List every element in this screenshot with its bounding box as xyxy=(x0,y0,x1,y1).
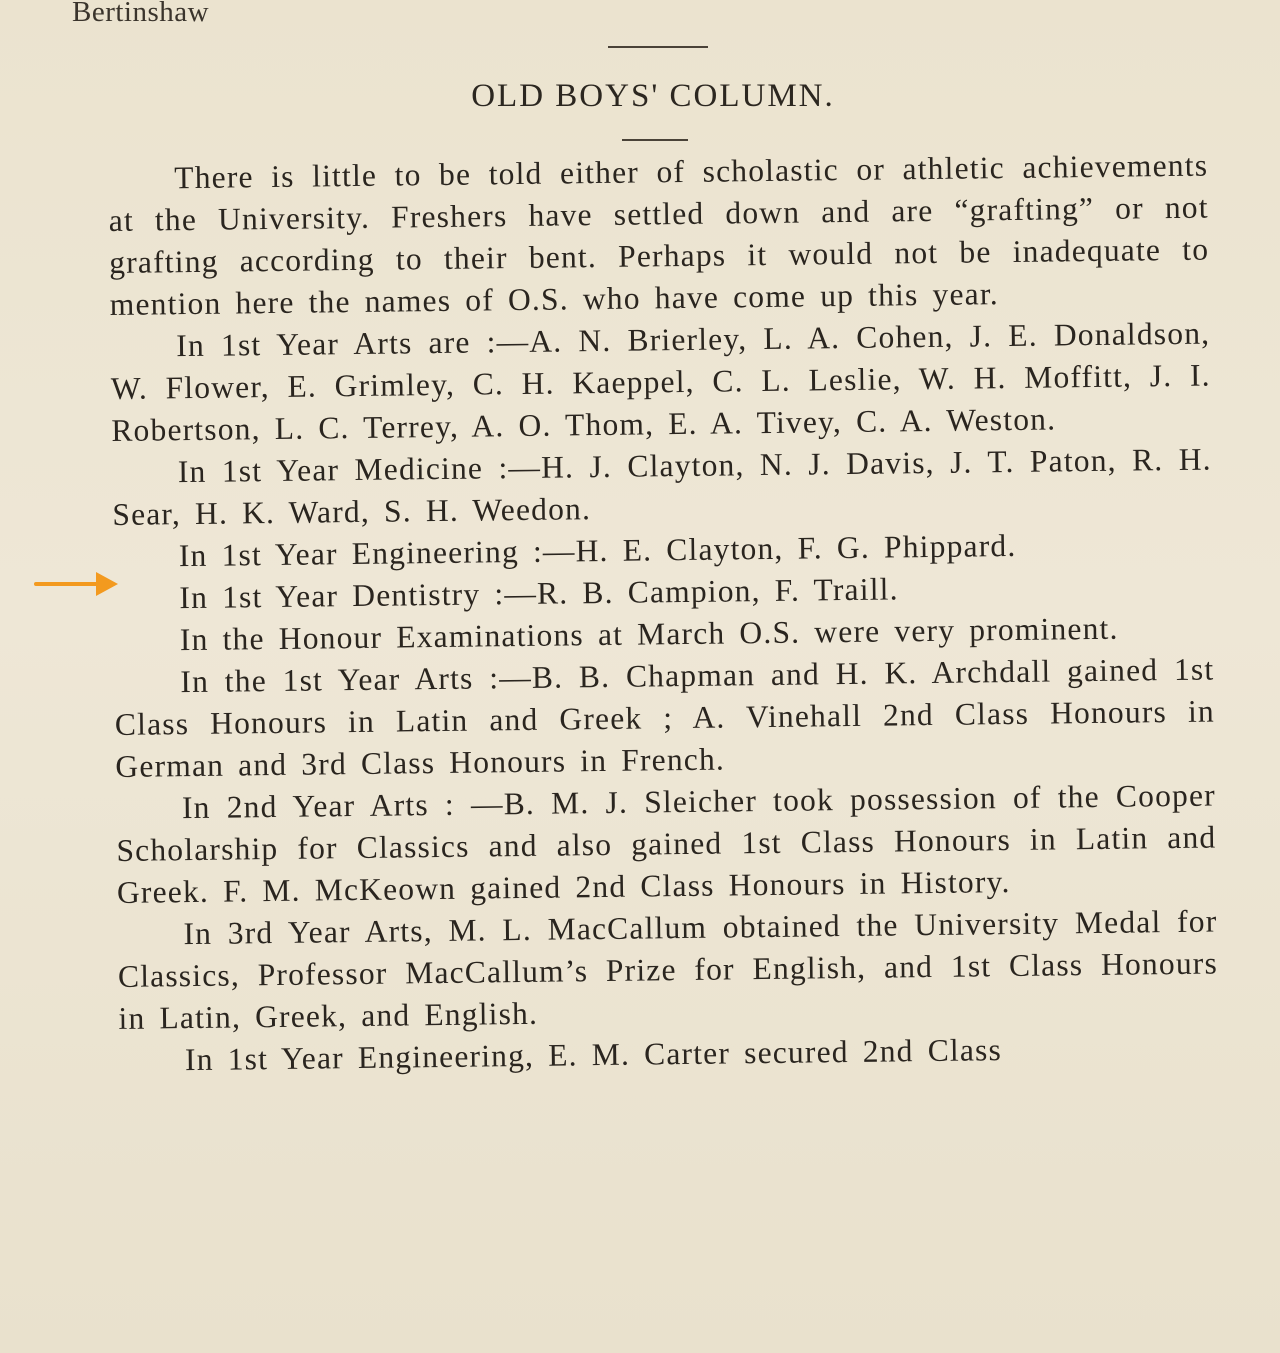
paragraph-intro: There is little to be told either of scholastic or athletic achievements at the University. Freshers have settled down and are “grafting” or not grafting according to their bent. Perhaps it would not be inadequate to mention here the names of O.S. who have come up this year. xyxy=(108,147,1210,322)
title-rule-bottom xyxy=(622,139,688,141)
paragraph-first-year-medicine: In 1st Year Medicine :—H. J. Clayton, N. J. Davis, J. T. Paton, R. H. Sear, H. K. Ward, S. H. Weedon. xyxy=(112,441,1212,532)
paragraph-first-year-engineering: In 1st Year Engineering :—H. E. Clayton, F. G. Phippard. xyxy=(178,527,1017,574)
paragraph-first-year-dentistry: In 1st Year Dentistry :—R. B. Campion, F. Traill. xyxy=(179,571,899,616)
paragraph-honours-first-year-arts: In the 1st Year Arts :—B. B. Chapman and H. K. Archdall gained 1st Class Honours in Latin and Greek ; A. Vinehall 2nd Class Honours in German and 3rd Class Honours in French. xyxy=(114,651,1216,784)
running-header-word: Bertinshaw xyxy=(72,0,210,28)
paragraph-honour-examinations: In the Honour Examinations at March O.S. were very prominent. xyxy=(179,610,1119,658)
paragraph-honours-second-year-arts: In 2nd Year Arts : —B. M. J. Sleicher took possession of the Cooper Scholarship for Classics and also gained 1st Class Honours in Latin and Greek. F. M. McKeown gained 2nd Class Honours in History. xyxy=(116,777,1217,910)
paragraph-first-year-arts: In 1st Year Arts are :—A. N. Brierley, L. A. Cohen, J. E. Donaldson, W. Flower, E. Grimley, C. H. Kaeppel, C. L. Leslie, W. H. Moffitt, J. I. Robertson, L. C. Terrey, A. O. Thom, E. A. Tivey, C. A. Weston. xyxy=(110,315,1211,448)
article-body xyxy=(108,145,1219,1082)
paragraph-honours-first-year-engineering: In 1st Year Engineering, E. M. Carter secured 2nd Class xyxy=(184,1032,1003,1078)
title-rule-top xyxy=(608,46,708,48)
paragraph-honours-third-year-arts: In 3rd Year Arts, M. L. MacCallum obtained the University Medal for Classics, Professor MacCallum’s Prize for English, and 1st Class Honours in Latin, Greek, and English. xyxy=(117,903,1219,1036)
arrow-right-icon xyxy=(34,568,120,600)
column-title: OLD BOYS' COLUMN. xyxy=(471,78,835,114)
